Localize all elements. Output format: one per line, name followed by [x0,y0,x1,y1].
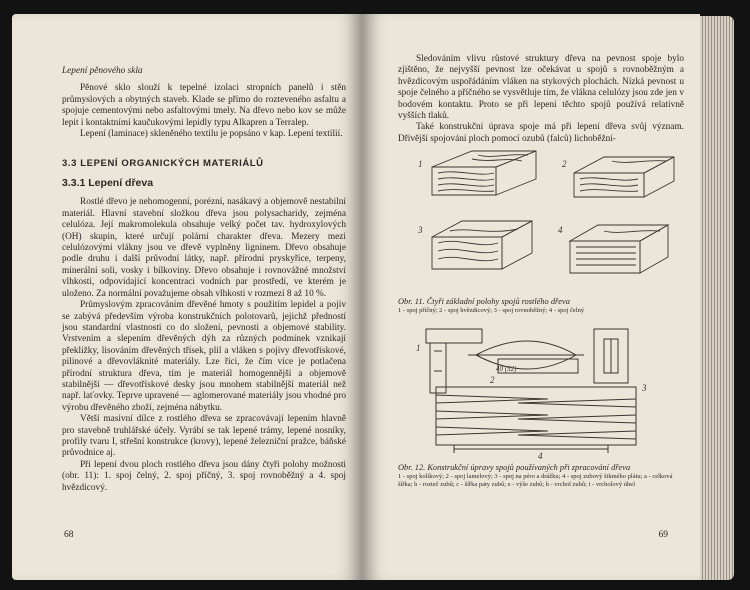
section-heading: 3.3.1 Lepení dřeva [62,177,154,190]
dowel-joint [426,329,482,393]
caption-text: Obr. 12. Konstrukční úpravy spojů používaných při zpracování dřeva [398,463,631,473]
paragraph: Při lepení dvou ploch rostlého dřeva jsou dány čtyři polohy možnosti (obr. 11): 1. spoj čelný, 2. spoj příčný, 3. spoj rovnoběžný a 4. spoj hvězdicový. [62,459,346,493]
page-edges [700,16,734,580]
fig12-label-4: 4 [538,451,543,462]
section-title: Lepení pěnového skla [62,66,143,76]
caption-legend: 1 - spoj kolíkový; 2 - spoj lamelový; 3 - spoj na péro a drážku; 4 - spoj zubový šikmého plátu; a - celková šířka; b - rozteč zubů; c - šířka paty zubů; e - výše zubů; h - vrchol zubů; i - vrcholový úhel [398,473,673,489]
fig11-label-3: 3 [418,225,423,236]
finger-joint [436,387,636,453]
right-page [362,14,700,580]
caption-legend: 1 - spoj příčný; 2 - spoj hvězdicový; 3 - spoj rovnoběžný; 4 - spoj čelný [398,307,585,315]
page-number: 69 [658,530,668,540]
paragraph: Pěnové sklo slouží k tepelné izolaci stropních panelů i stěn průmyslových a obytných staveb. Klade se přímo do rozteveného asfaltu a spojuje cementovými nebo asfaltovými tmely. Na dřevo nebo kov se může lepit i kontaktními kaučukovými lepidly typu Alkapren a Terralep. [62,83,346,128]
paragraph: Větší masivní dílce z rostlého dřeva se zpracovávají lepením hlavně pro stavebně truhlářské účely. Vyrábí se tak lepené trámy, lepené nosníky, profily tvaru I, střešní konstrukce (krovy), lepené železniční pražce, báňské průvodnice aj. [62,414,346,459]
fig12-label-1: 1 [416,343,421,354]
paragraph: Sledováním vlivu růstové struktury dřeva na pevnost spoje bylo zjištěno, že nejvyšší pevnost lze očekávat u spojů s rovnoběžným a hvězdicovým uspořádáním vláken na stykových plochách. Nízká pevnost u spoje čelného a příčného se vysvětluje tím, že vlákna celulózy jsou zde jen v bodovém kontaktu. Proto se při lepení těchto spojů používá relativně vyšších tlaků. [398,54,684,122]
lamella-joint [468,341,584,373]
joint-block-1 [432,151,536,195]
paragraph: Také konstrukční úprava spoje má při lepení dřeva svůj význam. Dřívější spojování ploch pomocí ozubů (falců) lichoběžní- [398,122,684,144]
paragraph: Lepení (laminace) skleněného textilu je popsáno v kap. Lepení textilií. [80,129,343,140]
joint-block-3 [432,221,532,269]
fig11-label-1: 1 [418,159,423,170]
joint-block-4 [570,225,668,273]
fig11-label-4: 4 [558,225,563,236]
left-page [12,14,362,580]
fig12-dimension: 40 (52) [496,365,517,374]
figure-12-joint-constructions [398,321,684,461]
fig11-label-2: 2 [562,159,567,170]
caption-text: Obr. 11. Čtyři základní polohy spojů rostlého dřeva [398,297,570,307]
fig12-label-3: 3 [642,383,647,394]
figure-11-wood-joints [398,145,684,295]
figure-12-caption [398,463,684,489]
figure-11-caption [398,297,684,315]
chapter-heading: 3.3 LEPENÍ ORGANICKÝCH MATERIÁLŮ [62,158,264,170]
fig12-label-2: 2 [490,375,495,386]
page-number: 68 [64,530,74,540]
paragraph: Rostlé dřevo je nehomogenní, porézní, nasákavý a objemově nestabilní materiál. Hlavní stavební složkou dřeva jsou polysacharidy, zejména celulóza. Její makromolekula obsahuje velký počet tav. hydroxylových (OH) skupin, které určují polární charakter dřeva. Mezery mezi celulózovými vlákny jsou ve dřevě vyplněny ligninem. Dřevo obsahuje podle druhu i další průvodní látky, např. přírodní pryskyřice, terpeny, minerální soli, vosky i bílkoviny. Dřevo obsahuje i rovnovážné množství vlhkosti, odpovídající koncentraci vodních par prostředí, ve kterém je uloženo. Za normální považujeme obsah vlhkosti v rozmezí 8 až 10 %. [62,197,346,299]
tongue-groove-joint [594,329,628,383]
joint-block-2 [574,157,674,197]
paragraph: Průmyslovým zpracováním dřevěné hmoty s použitím lepidel a pojiv se zabývá především výroba konstrukčních polotovarů, jejichž předností jsou standardní vlastnosti co do složení, pevnosti a objemové stability. Vrstvením a slepením dřevěných dýh za různých podmínek vznikají překližky, lisováním dřevěných třísek, plil a vláken s pojivy dřevotřískové, pilinové a dřevovláknité materiály. Lze říci, že čím více je potlačena přírodní struktura dřeva, tím je materiál homogennější a objemově stabilnější — dřevotřískové desky jsou mnohem stabilnější materiál než např. laťovky. Teprve upravené — aglomerované materiály jsou vhodné pro výrobu dřevěného zboží, zejména nábytku. [62,300,346,413]
